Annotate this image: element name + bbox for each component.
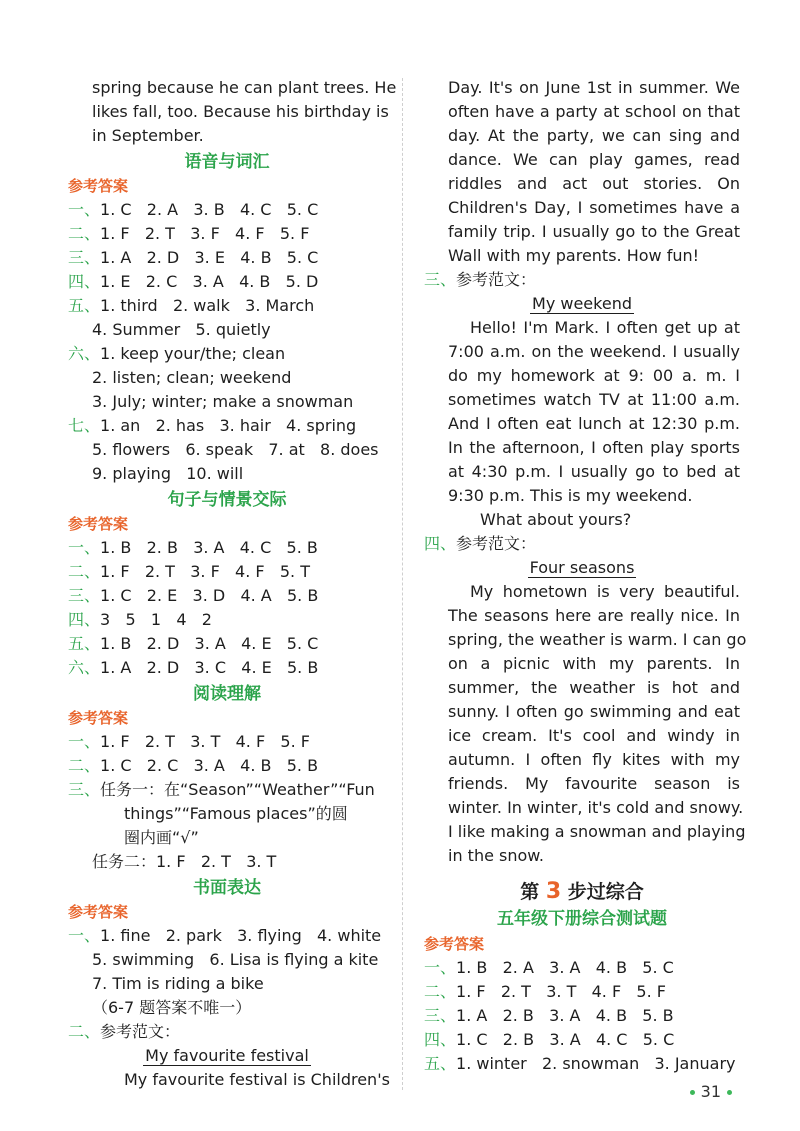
- answer-label: 参考答案: [68, 903, 129, 921]
- essay-line: 7:00 a.m. on the weekend. I usually: [448, 342, 740, 361]
- essay-line: winter. In winter, it's cold and snowy.: [448, 798, 744, 817]
- section-title-sentence: 句子与情景交际: [167, 490, 287, 510]
- right-column: [424, 76, 747, 1076]
- answer-row-cont: 7. Tim is riding a bike: [92, 974, 264, 993]
- essay-line: at 4:30 p.m. I usually go to bed at: [448, 462, 740, 481]
- essay-line: Day. It's on June 1st in summer. We: [448, 78, 740, 97]
- answer-label: 参考答案: [68, 709, 129, 727]
- essay-line: The seasons here are really nice. In: [448, 606, 740, 625]
- test-title: 五年级下册综合测试题: [497, 909, 667, 929]
- answer-row: 四、1. E 2. C 3. A 4. B 5. D: [68, 272, 319, 291]
- essay-line: ice cream. It's cool and windy in: [448, 726, 740, 745]
- seasons-essay: [424, 580, 747, 868]
- left-column: [68, 76, 397, 1092]
- dot-icon: [727, 1090, 732, 1095]
- essay-line: I like making a snowman and playing: [448, 822, 746, 841]
- answer-label: 参考答案: [68, 515, 129, 533]
- essay-line: sunny. I often go swimming and eat: [448, 702, 740, 721]
- answer-row: 五、1. B 2. D 3. A 4. E 5. C: [68, 634, 319, 653]
- answer-row: 一、1. fine 2. park 3. flying 4. white: [68, 926, 382, 945]
- essay-line: My hometown is very beautiful.: [470, 582, 740, 601]
- essay-line: What about yours?: [480, 510, 632, 529]
- dot-icon: [690, 1090, 695, 1095]
- essay-line: And I often eat lunch at 12:30 p.m.: [448, 414, 740, 433]
- answer-row: 七、1. an 2. has 3. hair 4. spring: [68, 416, 357, 435]
- answer-row-cont: 5. flowers 6. speak 7. at 8. does: [92, 440, 379, 459]
- intro-line: spring because he can plant trees. He: [92, 78, 397, 97]
- answer-row: 二、参考范文：: [68, 1022, 181, 1041]
- answer-row: 一、1. C 2. A 3. B 4. C 5. C: [68, 200, 319, 219]
- answer-row: 四、3 5 1 4 2: [68, 610, 212, 629]
- essay-line: riddles and act out stories. On: [448, 174, 740, 193]
- answer-row: 三、参考范文：: [424, 270, 537, 289]
- essay-line: 9:30 p.m. This is my weekend.: [448, 486, 693, 505]
- essay-line: on a picnic with my parents. In: [448, 654, 740, 673]
- step-heading: 第 3 步过综合: [520, 879, 644, 904]
- answer-row: 三、1. C 2. E 3. D 4. A 5. B: [68, 586, 319, 605]
- answer-row-cont: 9. playing 10. will: [92, 464, 244, 483]
- essay-line: In the afternoon, I often play sports: [448, 438, 740, 457]
- answer-row-cont: 圈内画“√”: [124, 828, 199, 847]
- answer-row: 三、任务一：在“Season”“Weather”“Fun: [68, 780, 375, 799]
- answer-row: 六、1. keep your/the; clean: [68, 344, 286, 363]
- answer-row: 三、1. A 2. B 3. A 4. B 5. B: [424, 1006, 674, 1025]
- essay-line: sometimes watch TV at 11:00 a.m.: [448, 390, 740, 409]
- essay-line: My favourite festival is Children's: [124, 1070, 390, 1089]
- column-divider: [402, 78, 403, 1090]
- answer-row-cont: 2. listen; clean; weekend: [92, 368, 292, 387]
- section-title-writing: 书面表达: [193, 878, 261, 898]
- answer-label: 参考答案: [68, 177, 129, 195]
- essay-line: Children's Day, I sometimes have a: [448, 198, 740, 217]
- answer-label: 参考答案: [424, 935, 485, 953]
- essay-line: spring, the weather is warm. I can go: [448, 630, 747, 649]
- answer-row: 四、1. C 2. B 3. A 4. C 5. C: [424, 1030, 675, 1049]
- section-title-vocab: 语音与词汇: [184, 152, 270, 172]
- answer-row-cont: 5. swimming 6. Lisa is flying a kite: [92, 950, 379, 969]
- essay-line: friends. My favourite season is: [448, 774, 740, 793]
- answer-row-cont: 4. Summer 5. quietly: [92, 320, 271, 339]
- essay-line: do my homework at 9: 00 a. m. I: [448, 366, 740, 385]
- answer-row: 三、1. A 2. D 3. E 4. B 5. C: [68, 248, 319, 267]
- answer-row: 一、1. B 2. B 3. A 4. C 5. B: [68, 538, 318, 557]
- essay-title: My favourite festival: [145, 1046, 309, 1065]
- answer-row: 二、1. F 2. T 3. F 4. F 5. T: [68, 562, 310, 581]
- essay-title: My weekend: [532, 294, 632, 313]
- page-number: 31: [684, 1082, 738, 1101]
- essay-line: family trip. I usually go to the Great: [448, 222, 740, 241]
- answer-row: 五、1. third 2. walk 3. March: [68, 296, 315, 315]
- answer-row-cont: （6-7 题答案不唯一）: [92, 998, 252, 1017]
- festival-essay: [424, 76, 740, 268]
- answer-row: 六、1. A 2. D 3. C 4. E 5. B: [68, 658, 319, 677]
- intro-line: in September.: [92, 126, 204, 145]
- essay-line: day. At the party, we can sing and: [448, 126, 740, 145]
- essay-line: Wall with my parents. How fun!: [448, 246, 700, 265]
- essay-line: often have a party at school on that: [448, 102, 740, 121]
- answer-row-cont: things”“Famous places”的圆: [124, 804, 348, 823]
- answer-row: 一、1. B 2. A 3. A 4. B 5. C: [424, 958, 674, 977]
- weekend-essay: [424, 316, 740, 508]
- answer-row: 二、1. F 2. T 3. T 4. F 5. F: [424, 982, 666, 1001]
- essay-line: in the snow.: [448, 846, 544, 865]
- answer-row: 一、1. F 2. T 3. T 4. F 5. F: [68, 732, 310, 751]
- answer-row-cont: 任务二：1. F 2. T 3. T: [92, 852, 277, 871]
- essay-line: dance. We can play games, read: [448, 150, 740, 169]
- essay-title: Four seasons: [529, 558, 635, 577]
- answer-row: 五、1. winter 2. snowman 3. January: [424, 1054, 736, 1073]
- section-title-reading: 阅读理解: [193, 684, 261, 704]
- answer-row: 四、参考范文：: [424, 534, 537, 553]
- essay-line: Hello! I'm Mark. I often get up at: [470, 318, 740, 337]
- answer-row-cont: 3. July; winter; make a snowman: [92, 392, 354, 411]
- essay-line: summer, the weather is hot and: [448, 678, 740, 697]
- intro-line: likes fall, too. Because his birthday is: [92, 102, 389, 121]
- essay-line: autumn. I often fly kites with my: [448, 750, 740, 769]
- answer-row: 二、1. C 2. C 3. A 4. B 5. B: [68, 756, 319, 775]
- answer-row: 二、1. F 2. T 3. F 4. F 5. F: [68, 224, 310, 243]
